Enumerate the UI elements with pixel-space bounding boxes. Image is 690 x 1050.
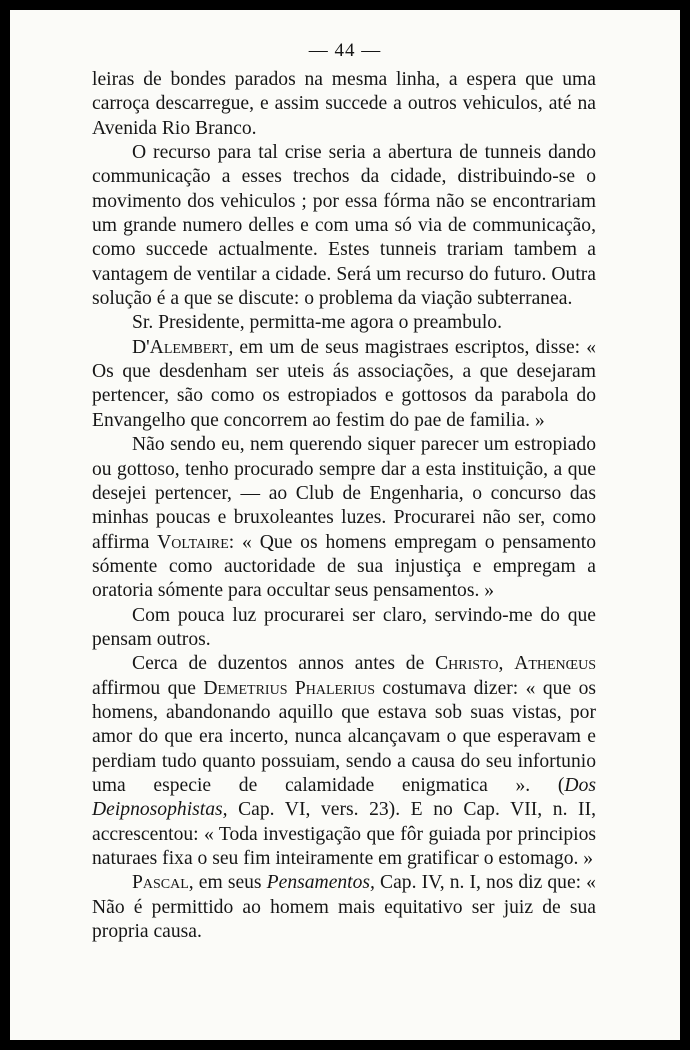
text-run: Com pouca luz procurarei ser claro, servindo-me do que pensam outros.	[92, 604, 596, 650]
text-run: Não sendo eu, nem querendo siquer parecer um estropiado ou gottoso, tenho procurado sempre dar a esta instituição, a que desejei pertencer, — ao Club de Engenharia, o concurso das minhas poucas e bruxoleantes luzes. Procurarei não ser, como affirma	[92, 434, 596, 553]
paragraph-5	[92, 433, 596, 603]
small-caps-name: Athenœus	[514, 653, 597, 675]
small-caps-name: D'Alembert,	[132, 336, 234, 358]
paragraph-8	[92, 871, 596, 944]
italic-title: Pensamentos,	[266, 872, 375, 894]
book-page	[10, 10, 680, 1040]
body-text	[92, 68, 596, 944]
text-run: O recurso para tal crise seria a abertura de tunneis dando communicação a esses trechos da cidade, distribuindo-se o movimento dos vehiculos ; por essa fórma não se encontrariam um grande numero delles e com uma só via de communicação, como succede actualmente. Estes tunneis trariam tambem a vantagem de ventilar a cidade. Será um recurso do futuro. Outra solução é a que se discute: o problema da viação subterranea.	[92, 142, 596, 310]
paragraph-2	[92, 141, 596, 311]
small-caps-name: Christo,	[435, 653, 504, 675]
paragraph-7	[92, 652, 596, 871]
text-run: costumava dizer: « que os homens, abandonando aquillo que estava sob suas vistas, por amor do que era incerto, nunca alcançavam o que esperavam e perdiam tudo quanto possuiam, sendo a causa do seu infortunio uma especie de calamidade enigmatica ». (	[92, 677, 596, 796]
paragraph-4	[92, 336, 596, 433]
text-run	[503, 653, 514, 674]
text-run: em seus	[193, 872, 267, 894]
italic-title: Dos Deipnosophistas,	[92, 774, 596, 821]
text-run: Cerca de duzentos annos antes de	[132, 653, 436, 675]
paragraph-1	[92, 68, 596, 141]
text-run: Sr. Presidente, permitta-me agora o preambulo.	[132, 312, 502, 334]
paragraph-3	[92, 311, 596, 335]
small-caps-name: Voltaire	[157, 531, 229, 553]
text-run: : « Que os homens empregam o pensamento sómente como auctoridade de sua injustiça e empregam a oratoria sómente para occultar seus pensamentos. »	[92, 531, 596, 602]
text-run: em um de seus magistraes escriptos, disse: « Os que desdenham ser uteis ás associações, a que desejaram pertencer, são como os estropiados e gottosos da parabola do Envangelho que concorrem ao festim do pae de familia. »	[92, 336, 596, 431]
small-caps-name: Pascal,	[132, 872, 194, 894]
page-number: — 44 —	[308, 40, 382, 61]
small-caps-name: Demetrius Phalerius	[203, 677, 376, 699]
paragraph-6	[92, 604, 596, 653]
text-run: leiras de bondes parados na mesma linha, a espera que uma carroça descarregue, e assim succede a outros vehiculos, até na Avenida Rio Branco.	[92, 69, 596, 139]
text-run: Cap. IV, n. I, nos diz que: « Não é permittido ao homem mais equitativo ser juiz de sua propria causa.	[92, 872, 596, 943]
text-run: Cap. VI, vers. 23). E no Cap. VII, n. II, accrescentou: « Toda investigação que fôr guiada por principios naturaes fixa o seu fim inteiramente em gratificar o estomago. »	[92, 799, 596, 869]
text-run: affirmou que	[92, 677, 204, 699]
